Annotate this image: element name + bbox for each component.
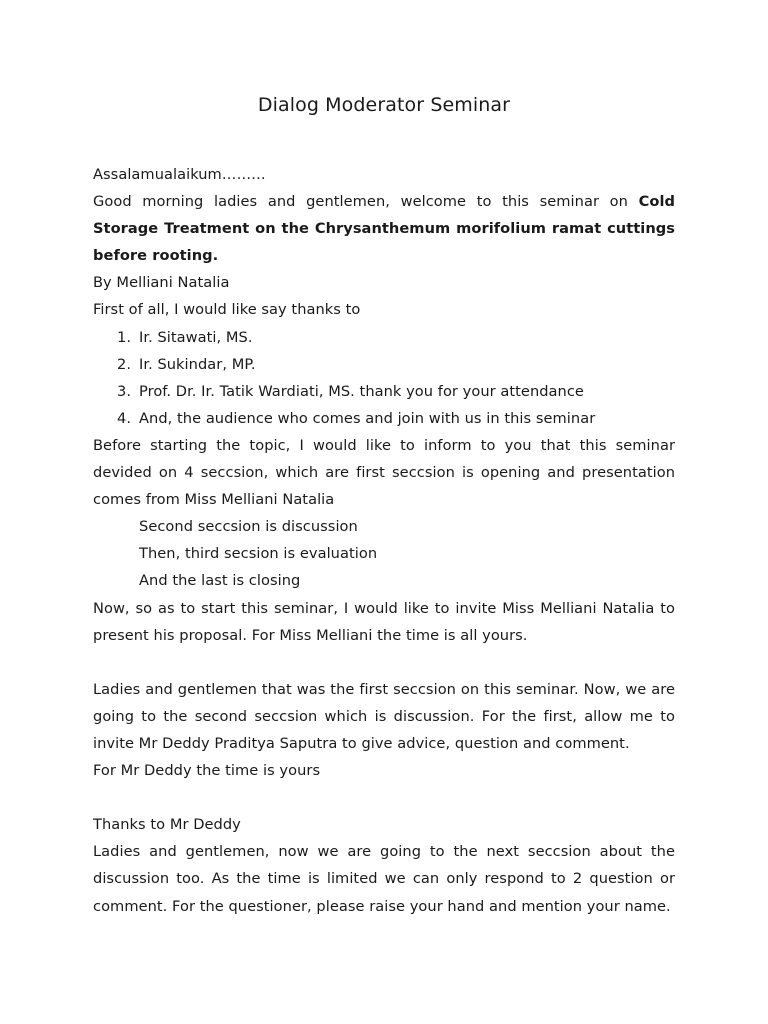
thanks-deddy-line: Thanks to Mr Deddy [93, 816, 241, 834]
welcome-paragraph [93, 188, 675, 269]
second-session-paragraph: Ladies and gentlemen that was the first seccsion on this seminar. Now, we are going to the second seccsion which is discussion. For the first, allow me to invite Mr Deddy Praditya Saputra to give advice, question and comment. [93, 680, 675, 752]
list-item [93, 405, 675, 432]
session-3-line: Then, third secsion is evaluation [139, 545, 378, 563]
welcome-lead-text: Good morning ladies and gentlemen, welcome to this seminar on [93, 193, 639, 211]
list-number: 2. [117, 355, 132, 373]
list-item [93, 378, 675, 405]
list-number: 3. [117, 382, 132, 400]
list-item-text: Prof. Dr. Ir. Tatik Wardiati, MS. thank you for your attendance [139, 382, 584, 400]
list-number: 4. [117, 409, 132, 427]
paragraph-spacer [93, 784, 675, 811]
list-item [93, 351, 675, 378]
list-item [93, 324, 675, 351]
list-item-text: Ir. Sukindar, MP. [139, 355, 256, 373]
next-session-paragraph: Ladies and gentlemen, now we are going to the next seccsion about the discussion too. As the time is limited we can only respond to 2 question or comment. For the questioner, please raise your hand and mention your name. [93, 843, 675, 915]
author-line: By Melliani Natalia [93, 274, 230, 292]
list-number: 1. [117, 328, 132, 346]
invite-presenter-paragraph: Now, so as to start this seminar, I would like to invite Miss Melliani Natalia to present his proposal. For Miss Melliani the time is all yours. [93, 599, 675, 644]
document-title: Dialog Moderator Seminar [257, 94, 511, 116]
session-2-line: Second seccsion is discussion [139, 518, 358, 536]
greeting-line: Assalamualaikum……… [93, 166, 266, 183]
thanks-intro: First of all, I would like say thanks to [93, 301, 361, 319]
sessions-intro-paragraph: Before starting the topic, I would like to inform to you that this seminar devided on 4 seccsion, which are first seccsion is opening and presentation comes from Miss Melliani Natalia [93, 436, 675, 509]
seminar-topic: Cold Storage Treatment on the Chrysanthemum morifolium ramat cuttings before rooting. [93, 193, 675, 265]
paragraph-spacer [93, 649, 675, 676]
list-item-text: Ir. Sitawati, MS. [139, 328, 253, 346]
document-body [93, 161, 675, 920]
thanks-list [93, 324, 675, 432]
list-item-text: And, the audience who comes and join with us in this seminar [139, 409, 596, 427]
session-4-line: And the last is closing [139, 572, 301, 590]
deddy-time-line: For Mr Deddy the time is yours [93, 762, 321, 780]
